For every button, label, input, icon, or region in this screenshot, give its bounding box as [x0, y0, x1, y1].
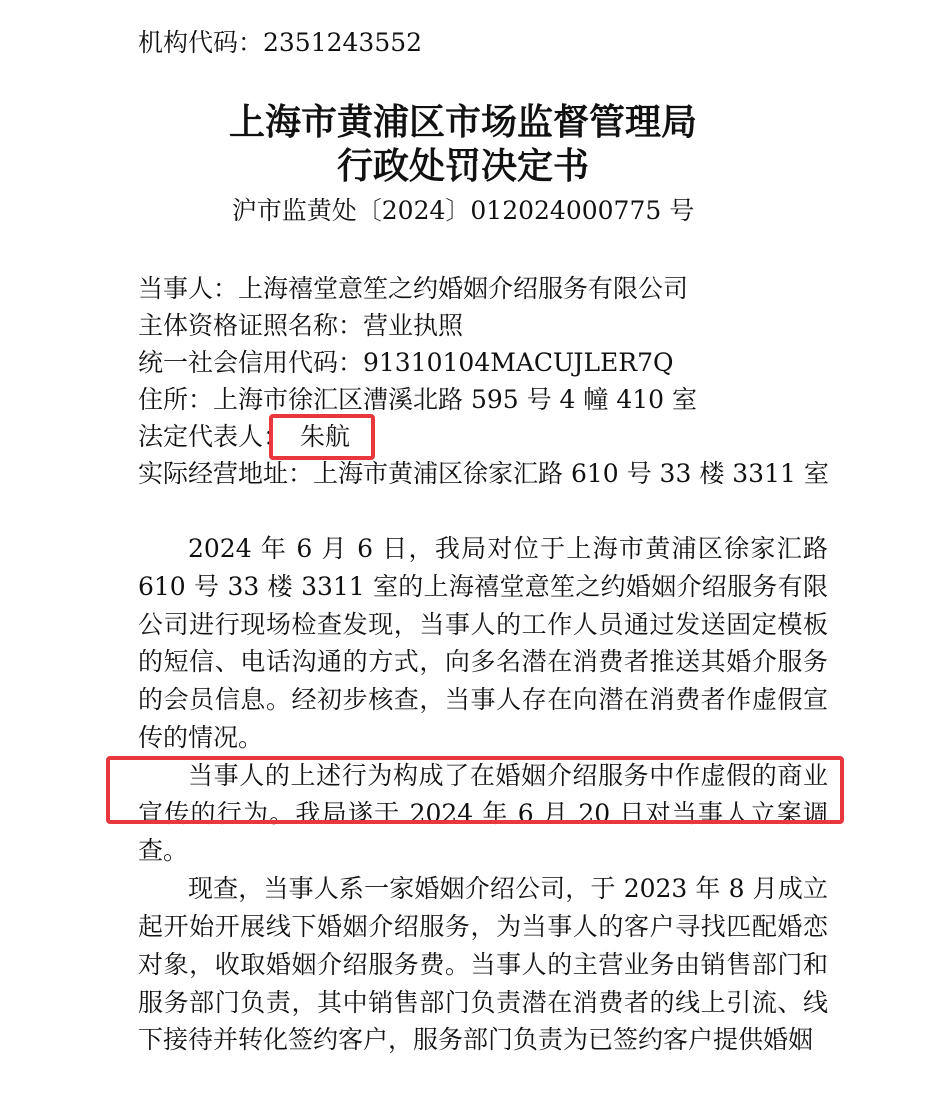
document-title: 行政处罚决定书 — [336, 145, 589, 187]
credit-code-line: 统一社会信用代码：91310104MACUJLER7Q — [138, 348, 674, 377]
paragraph-findings: 现查，当事人系一家婚姻介绍公司，于 2023 年 8 月成立起开始开展线下婚姻介绍服务，为当事人的客户寻找匹配婚恋对象，收取婚姻介绍服务费。当事人的主营业务由销售部门和服务部门负责，其中销售部门负责潜在消费者的线上引流、线下接待并转化签约客户，服务部门负责为已签约客户提供婚姻 — [138, 874, 828, 1055]
paragraph-inspection: 2024 年 6 月 6 日，我局对位于上海市黄浦区徐家汇路 610 号 33 楼 3311 室的上海禧堂意笙之约婚姻介绍服务有限公司进行现场检查发现，当事人的工作人员通过发送固定模板的短信、电话沟通的方式，向多名潜在消费者推送其婚介服务的会员信息。经初步核查，当事人存在向潜在消费者作虚假宣传的情况。 — [138, 534, 828, 752]
legal-rep-name: 朱航 — [300, 422, 351, 451]
document-number: 沪市监黄处〔2024〕012024000775 号 — [231, 196, 695, 225]
body-text — [138, 530, 828, 1059]
address-line: 住所：上海市徐汇区漕溪北路 595 号 4 幢 410 室 — [138, 385, 698, 414]
cert-name-line: 主体资格证照名称：营业执照 — [138, 311, 464, 340]
org-code: 机构代码：2351243552 — [138, 28, 423, 57]
party-line: 当事人：上海禧堂意笙之约婚姻介绍服务有限公司 — [138, 274, 689, 303]
authority-title: 上海市黄浦区市场监督管理局 — [228, 101, 697, 143]
legal-rep-line — [138, 420, 350, 454]
legal-rep-label: 法定代表人： — [138, 422, 289, 451]
business-address-line: 实际经营地址：上海市黄浦区徐家汇路 610 号 33 楼 3311 室 — [138, 459, 829, 488]
paragraph-case-filing: 当事人的上述行为构成了在婚姻介绍服务中作虚假的商业宣传的行为。我局遂于 2024 年 6 月 20 日对当事人立案调查。 — [138, 760, 828, 866]
